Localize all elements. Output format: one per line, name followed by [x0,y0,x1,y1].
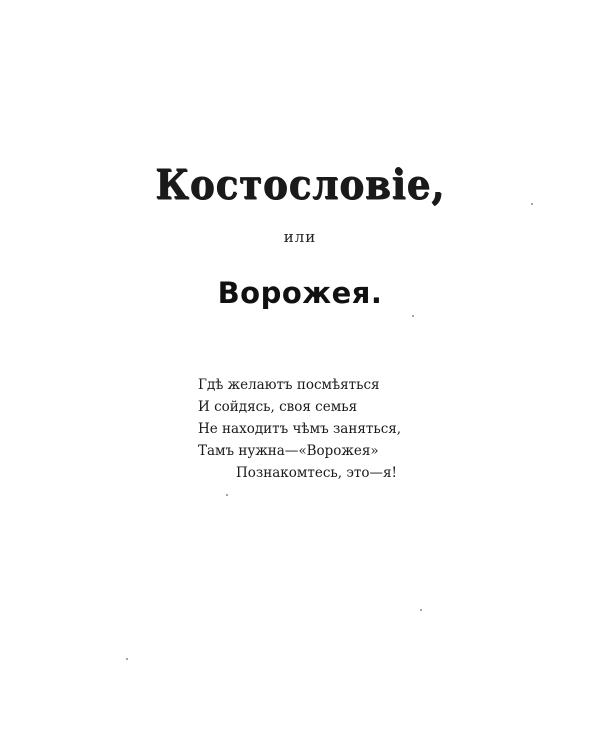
paper-speck [226,494,228,496]
paper-speck [412,315,414,317]
verse-line: И сойдясь, своя семья [198,399,358,415]
title-connector: или [283,228,317,246]
main-title [0,159,600,209]
verse-line: Гдѣ желаютъ посмѣяться [198,377,380,393]
epigraph-verse [198,374,458,484]
paper-speck [531,203,533,205]
paper-speck [420,609,422,611]
verse-line: Не находитъ чѣмъ заняться, [198,421,402,437]
paper-speck [126,658,128,660]
main-title-text: Костословіе, [155,159,445,209]
subtitle: Ворожея. [217,276,383,310]
verse-line: Познакомтесь, это—я! [236,465,397,481]
verse-line: Тамъ нужна—«Ворожея» [198,443,379,459]
